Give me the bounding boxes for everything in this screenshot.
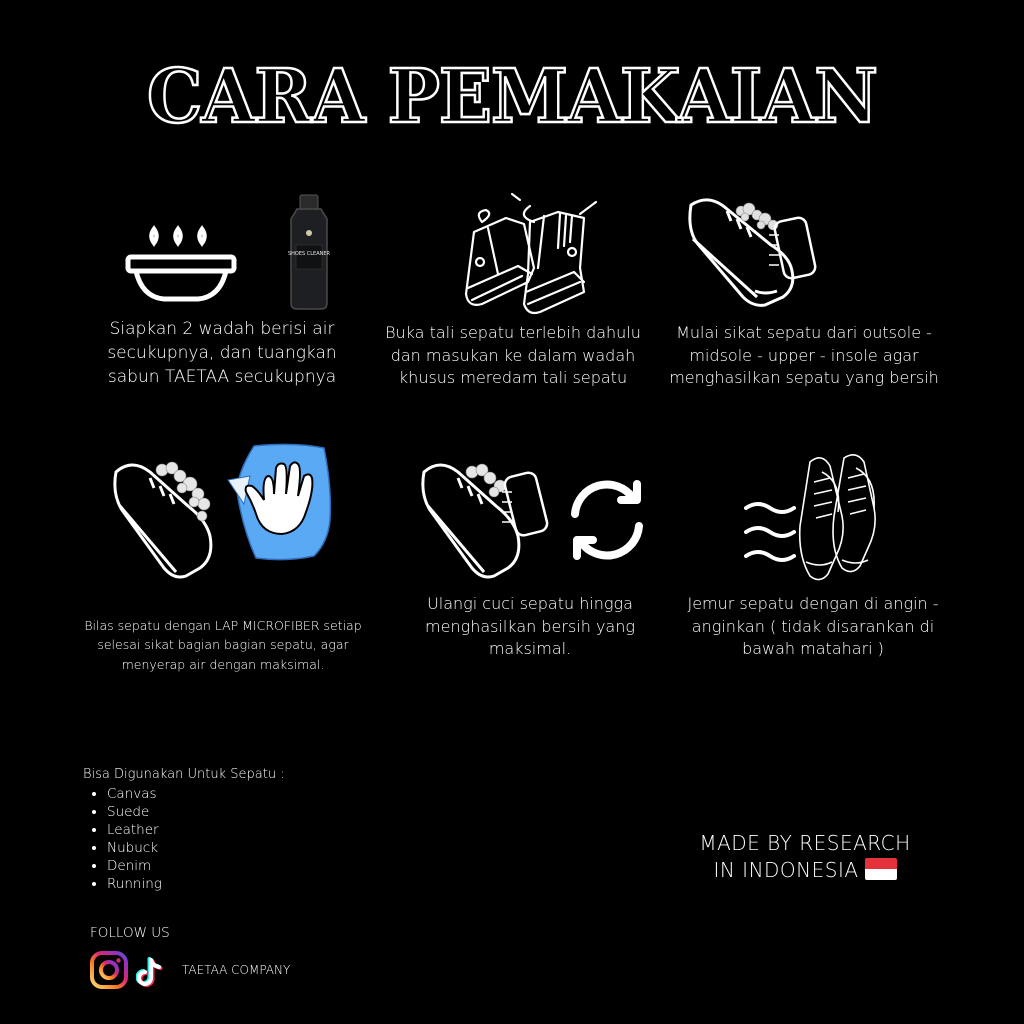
tiktok-icon[interactable]: [136, 956, 164, 988]
usage-item: • Suede: [107, 804, 285, 820]
page-title-svg: [0, 52, 1024, 144]
made-by-line2-row: [660, 857, 950, 884]
usage-list: [83, 786, 285, 892]
usage-item: • Running: [107, 876, 285, 892]
usage-heading: Bisa Digunakan Untuk Sepatu :: [83, 767, 285, 782]
usage-item: • Nubuck: [107, 840, 285, 856]
made-in-indonesia: [660, 830, 950, 884]
step-3-text: Mulai sikat sepatu dari outsole - midsole - upper - insole agar menghasilkan sepatu yang bersih: [669, 323, 939, 388]
instagram-icon[interactable]: [89, 950, 129, 990]
step-4-text: Bilas sepatu dengan LAP MICROFIBER setiap selesai sikat bagian bagian sepatu, agar menyerap air dengan maksimal.: [84, 618, 362, 672]
indonesia-flag-icon: [865, 858, 897, 880]
sneaker-foam-icon: [110, 458, 230, 586]
step-6-text: Jemur sepatu dengan di angin - anginkan ( tidak disarankan di bawah matahari ): [687, 594, 939, 659]
follow-us-label: FOLLOW US: [90, 925, 170, 941]
usage-item: • Leather: [107, 822, 285, 838]
step-5-text: Ulangi cuci sepatu hingga menghasilkan bersih yang maksimal.: [425, 594, 635, 659]
usage-item: • Canvas: [107, 786, 285, 802]
made-by-line1: MADE BY RESEARCH: [699, 831, 911, 855]
sneaker-brush-icon: [683, 195, 823, 313]
steaming-bowl-icon: [118, 225, 243, 307]
step-2-text: Buka tali sepatu terlebih dahulu dan masukan ke dalam wadah khusus meredam tali sepatu: [385, 323, 641, 388]
sneaker-brush-repeat-icon: [418, 458, 558, 586]
usage-section: [83, 767, 285, 894]
page-title-container: [0, 52, 1024, 144]
microfiber-cloth-icon: [224, 440, 336, 562]
bottle-label: SHOES CLEANER: [287, 251, 331, 257]
step-1-text: Siapkan 2 wadah berisi air secukupnya, dan tuangkan sabun TAETAA secukupnya: [107, 319, 337, 388]
page-title: CARA PEMAKAIAN: [147, 54, 877, 140]
shoe-cleaner-bottle-icon: [287, 193, 331, 311]
drying-shoes-wind-icon: [740, 452, 890, 588]
made-by-line2: IN INDONESIA: [713, 858, 859, 882]
usage-item: • Denim: [107, 858, 285, 874]
refresh-icon: [561, 474, 653, 566]
company-name: TAETAA COMPANY: [182, 963, 291, 977]
high-top-sneakers-icon: [460, 192, 600, 324]
